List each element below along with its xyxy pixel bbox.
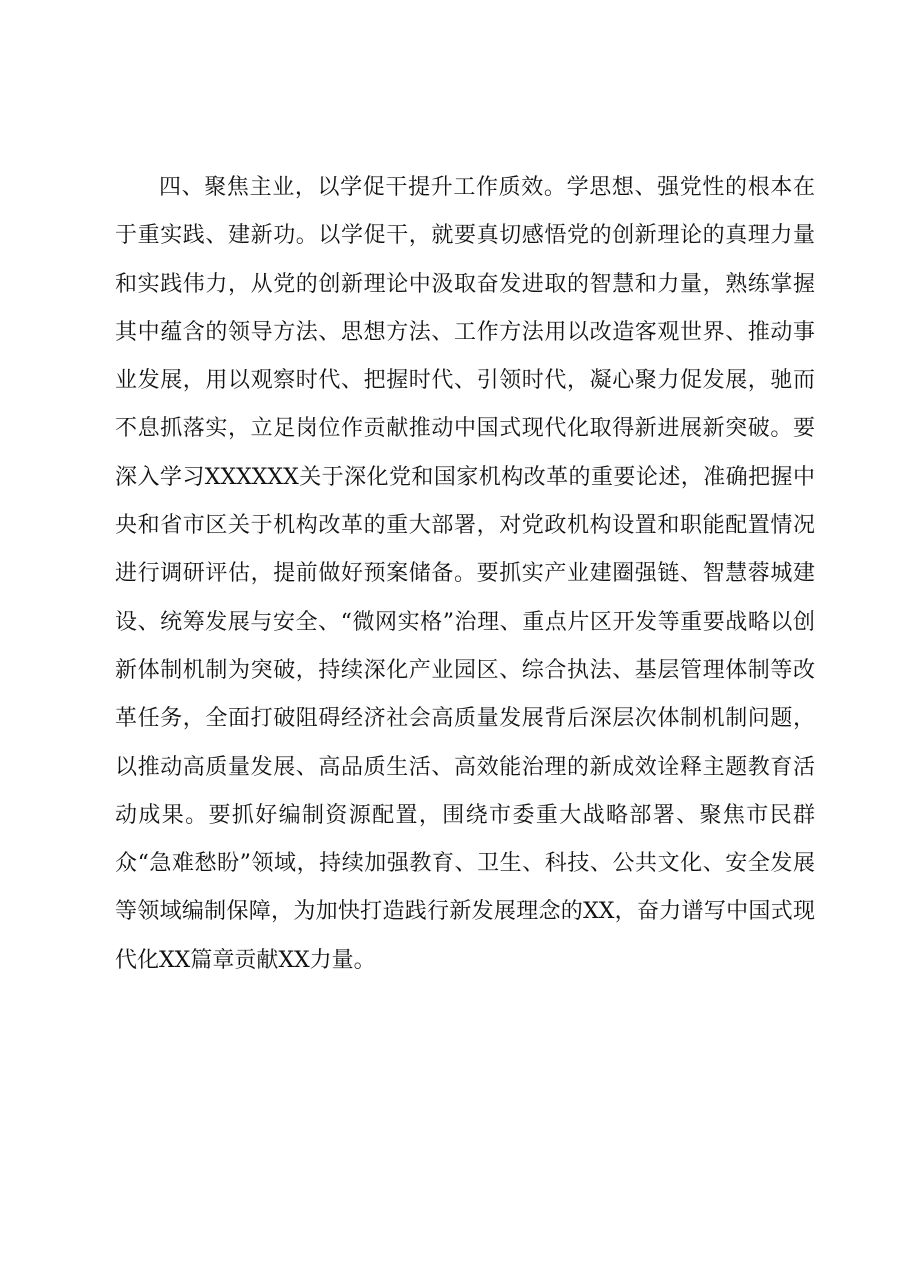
body-paragraph: 四、聚焦主业，以学促干提升工作质效。学思想、强党性的根本在于重实践、建新功。以学促干，就要真切感悟党的创新理论的真理力量和实践伟力，从党的创新理论中汲取奋发进取的智慧和力量，熟练掌握其中蕴含的领导方法、思想方法、工作方法用以改造客观世界、推动事业发展，用以观察时代、把握时代、引领时代，凝心聚力促发展，驰而不息抓落实，立足岗位作贡献推动中国式现代化取得新进展新突破。要深入学习XXXXXX关于深化党和国家机构改革的重要论述，准确把握中央和省市区关于机构改革的重大部署，对党政机构设置和职能配置情况进行调研评估，提前做好预案储备。要抓实产业建圈强链、智慧蓉城建设、统筹发展与安全、“微网实格”治理、重点片区开发等重要战略以创新体制机制为突破，持续深化产业园区、综合执法、基层管理体制等改革任务，全面打破阻碍经济社会高质量发展背后深层次体制机制问题，以推动高质量发展、高品质生活、高效能治理的新成效诠释主题教育活动成果。要抓好编制资源配置，围绕市委重大战略部署、聚焦市民群众“急难愁盼”领域，持续加强教育、卫生、科技、公共文化、安全发展等领域编制保障，为加快打造践行新发展理念的XX，奋力谱写中国式现代化XX篇章贡献XX力量。 [115, 175, 815, 973]
